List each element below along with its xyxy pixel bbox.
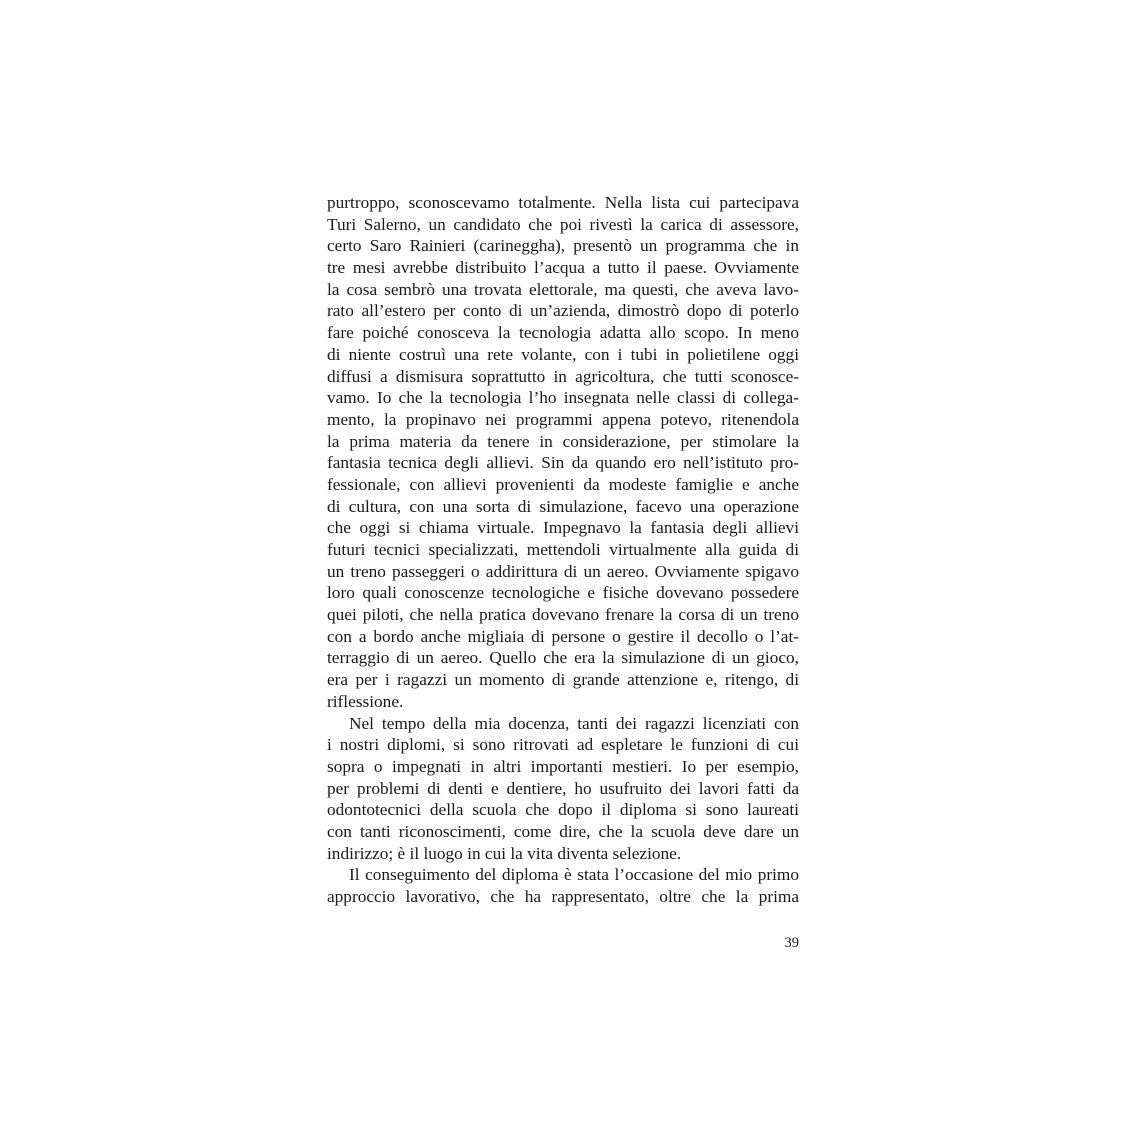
text-line: loro quali conoscenze tecnologiche e fisiche dovevano possedere bbox=[327, 583, 799, 603]
text-line: un treno passeggeri o addirittura di un aereo. Ovviamente spigavo bbox=[327, 561, 799, 581]
body-text bbox=[327, 192, 799, 908]
text-line: rato all’estero per conto di un’azienda, dimostrò dopo di poterlo bbox=[327, 301, 799, 321]
text-line: approccio lavorativo, che ha rappresentato, oltre che la prima bbox=[327, 887, 799, 906]
text-line: diffusi a dismisura soprattutto in agricoltura, che tutti sconosce- bbox=[327, 366, 799, 386]
text-line: sopra o impegnati in altri importanti mestieri. Io per esempio, bbox=[327, 756, 799, 776]
text-line: tre mesi avrebbe distribuito l’acqua a tutto il paese. Ovviamente bbox=[327, 258, 799, 278]
text-line: con tanti riconoscimenti, come dire, che la scuola deve dare un bbox=[327, 821, 799, 841]
text-line: la cosa sembrò una trovata elettorale, ma questi, che aveva lavo- bbox=[327, 279, 799, 299]
text-line: Nel tempo della mia docenza, tanti dei ragazzi licenziati con bbox=[349, 713, 799, 733]
text-line: mento, la propinavo nei programmi appena potevo, ritenendola bbox=[327, 409, 799, 429]
text-line: Il conseguimento del diploma è stata l’occasione del mio primo bbox=[349, 865, 799, 885]
text-line: indirizzo; è il luogo in cui la vita diventa selezione. bbox=[327, 843, 682, 863]
text-line: fantasia tecnica degli allievi. Sin da quando ero nell’istituto pro- bbox=[327, 453, 799, 473]
text-line: che oggi si chiama virtuale. Impegnavo la fantasia degli allievi bbox=[327, 518, 799, 538]
text-line: vamo. Io che la tecnologia l’ho insegnata nelle classi di collega- bbox=[327, 388, 799, 408]
text-line: purtroppo, sconoscevamo totalmente. Nella lista cui partecipava bbox=[327, 193, 799, 212]
text-line: con a bordo anche migliaia di persone o gestire il decollo o l’at- bbox=[327, 626, 799, 646]
text-line: quei piloti, che nella pratica dovevano frenare la corsa di un treno bbox=[327, 605, 799, 625]
text-line: per problemi di denti e dentiere, ho usufruito dei lavori fatti da bbox=[327, 778, 799, 798]
text-line: certo Saro Rainieri (carineggha), presentò un programma che in bbox=[327, 236, 799, 256]
text-line: fessionale, con allievi provenienti da modeste famiglie e anche bbox=[327, 474, 799, 494]
text-line: futuri tecnici specializzati, mettendoli virtualmente alla guida di bbox=[327, 540, 799, 559]
text-line: odontotecnici della scuola che dopo il diploma si sono laureati bbox=[327, 800, 799, 820]
text-line: Turi Salerno, un candidato che poi rivestì la carica di assessore, bbox=[327, 214, 799, 234]
text-line: riflessione. bbox=[327, 691, 404, 711]
page-number: 39 bbox=[784, 935, 799, 951]
text-line: terraggio di un aereo. Quello che era la simulazione di un gioco, bbox=[327, 648, 799, 668]
text-line: i nostri diplomi, si sono ritrovati ad espletare le funzioni di cui bbox=[327, 735, 799, 755]
text-line: di cultura, con una sorta di simulazione, facevo una operazione bbox=[327, 496, 799, 516]
text-line: di niente costruì una rete volante, con i tubi in polietilene oggi bbox=[327, 344, 799, 364]
text-line: la prima materia da tenere in considerazione, per stimolare la bbox=[327, 431, 799, 451]
text-line: era per i ragazzi un momento di grande attenzione e, ritengo, di bbox=[327, 670, 799, 690]
text-line: fare poiché conosceva la tecnologia adatta allo scopo. In meno bbox=[327, 323, 799, 343]
